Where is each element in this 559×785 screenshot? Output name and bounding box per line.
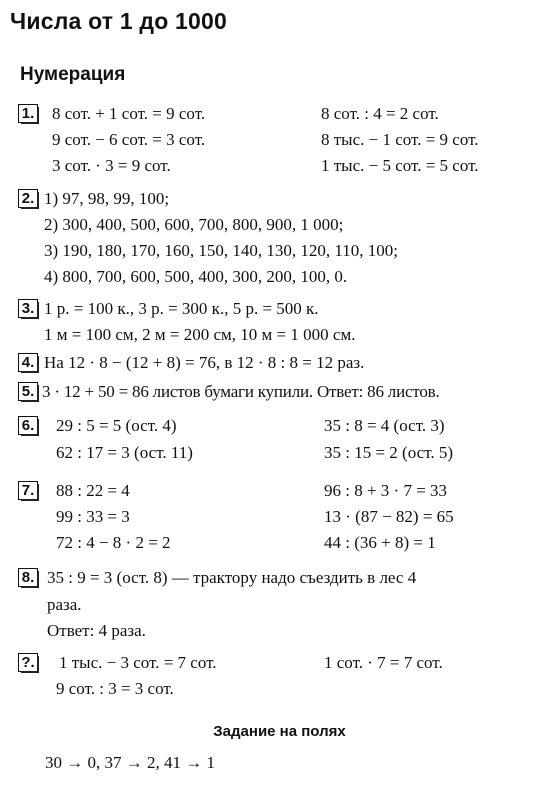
task-number: 2. (18, 189, 38, 208)
task-number: 7. (18, 481, 38, 500)
section-heading: Нумерация (20, 64, 126, 85)
task-line: 1 м = 100 см, 2 м = 200 см, 10 м = 1 000 см. (44, 325, 356, 344)
task-line: 72 : 4 − 8 · 2 = 2 (56, 533, 171, 552)
page-title: Числа от 1 до 1000 (10, 8, 228, 34)
task-line: 9 сот. : 3 = 3 сот. (56, 679, 174, 698)
task-line-right: 44 : (36 + 8) = 1 (324, 533, 436, 552)
task-line: 1 р. = 100 к., 3 р. = 300 к., 5 р. = 500 к. (44, 299, 319, 318)
task-line: 2) 300, 400, 500, 600, 700, 800, 900, 1 000; (44, 215, 344, 234)
task-line-right: 35 : 15 = 2 (ост. 5) (324, 443, 454, 462)
task-line: 88 : 22 = 4 (56, 481, 130, 500)
task-number: 8. (18, 568, 38, 587)
task-number: 5. (18, 382, 38, 401)
task-line: 1) 97, 98, 99, 100; (44, 189, 170, 208)
task-number: 4. (18, 353, 38, 372)
task-line-right: 1 тыс. − 5 сот. = 5 сот. (321, 156, 479, 175)
task-line: 3) 190, 180, 170, 160, 150, 140, 130, 120, 110, 100; (44, 241, 399, 260)
task-line: 3 · 12 + 50 = 86 листов бумаги купили. Ответ: 86 листов. (42, 382, 440, 401)
task-line: 1 тыс. − 3 сот. = 7 сот. (59, 653, 217, 672)
task-line-right: 8 тыс. − 1 сот. = 9 сот. (321, 130, 479, 149)
margin-task-line: 30 → 0, 37 → 2, 41 → 1 (45, 753, 215, 772)
task-line: 62 : 17 = 3 (ост. 11) (56, 443, 193, 462)
task-line: 8 сот. + 1 сот. = 9 сот. (52, 104, 206, 123)
task-number: 3. (18, 299, 38, 318)
task-line: 9 сот. − 6 сот. = 3 сот. (52, 130, 206, 149)
task-line: 99 : 33 = 3 (56, 507, 130, 526)
task-line-right: 8 сот. : 4 = 2 сот. (321, 104, 439, 123)
task-line: 4) 800, 700, 600, 500, 400, 300, 200, 100, 0. (44, 267, 348, 286)
task-line: На 12 · 8 − (12 + 8) = 76, в 12 · 8 : 8 = 12 раз. (44, 353, 365, 372)
task-line-right: 35 : 8 = 4 (ост. 3) (324, 416, 445, 435)
task-line-right: 1 сот. · 7 = 7 сот. (324, 653, 443, 672)
task-line-right: 96 : 8 + 3 · 7 = 33 (324, 481, 448, 500)
task-line: 3 сот. · 3 = 9 сот. (52, 156, 171, 175)
task-line: Ответ: 4 раза. (47, 621, 146, 640)
task-line: раза. (47, 595, 82, 614)
task-number: 6. (18, 416, 38, 435)
task-line: 35 : 9 = 3 (ост. 8) — трактору надо съездить в лес 4 (47, 568, 417, 587)
task-number: ?. (18, 653, 38, 672)
task-line-right: 13 · (87 − 82) = 65 (324, 507, 454, 526)
margin-task-title: Задание на полях (213, 723, 346, 740)
task-number: 1. (18, 104, 38, 123)
task-line: 29 : 5 = 5 (ост. 4) (56, 416, 177, 435)
